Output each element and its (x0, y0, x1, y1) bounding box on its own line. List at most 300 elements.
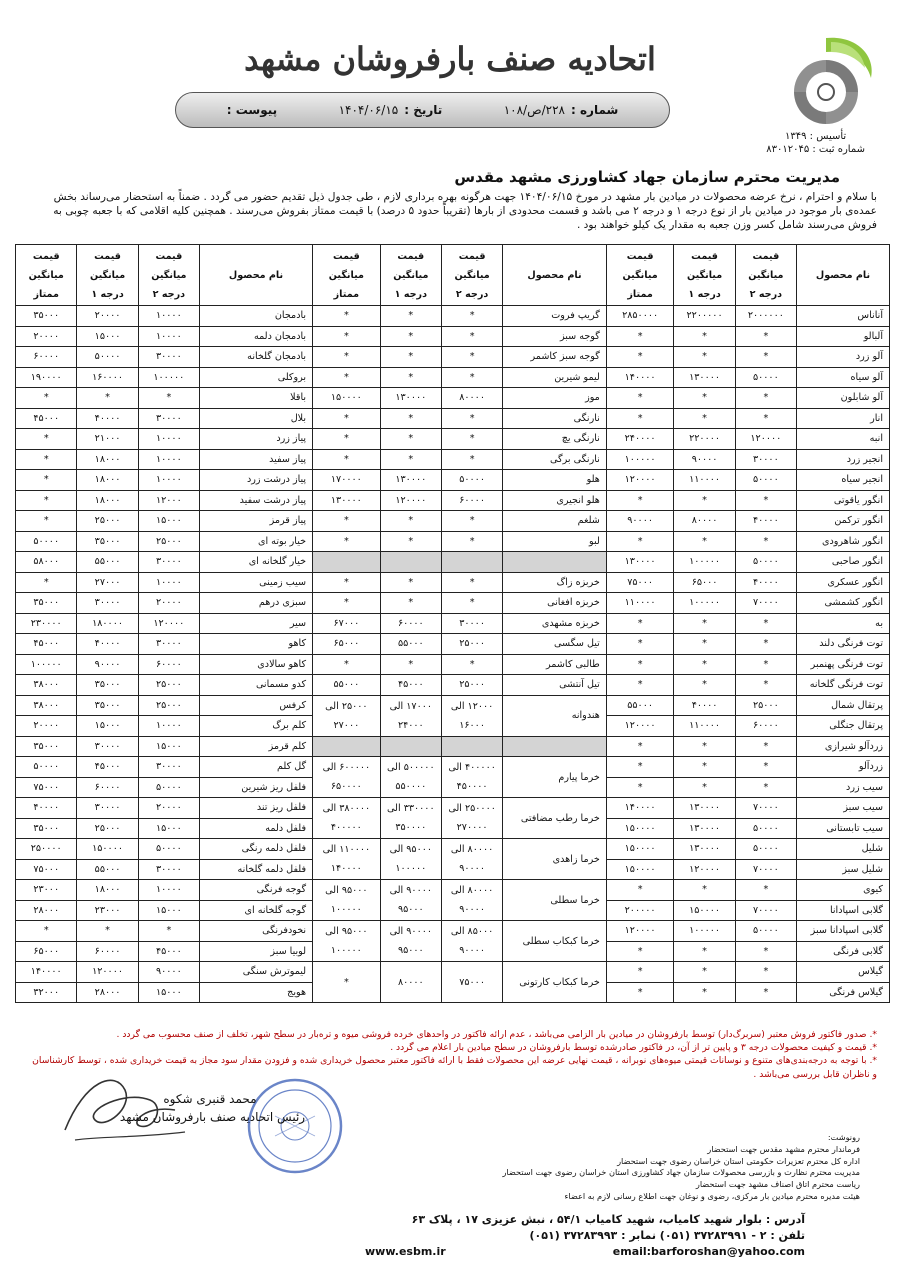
price-cell: ۴۰۰۰۰ (77, 408, 138, 429)
product-name-cell: بادمجان دلمه (199, 326, 312, 347)
product-name-cell: گل کلم (199, 757, 312, 778)
product-name-cell: گوجه فرنگی (199, 880, 312, 901)
price-cell: ۱۲۰۰۰ الی ۱۶۰۰۰ (441, 695, 502, 736)
price-cell: ۸۰۰۰۰ الی ۹۰۰۰۰ (441, 880, 502, 921)
product-name-cell (503, 552, 607, 573)
price-cell: * (606, 982, 674, 1003)
price-cell: ۲۵۰۰۰ (77, 511, 138, 532)
product-name-cell: کرفس (199, 695, 312, 716)
product-name-cell: پیاز درشت زرد (199, 470, 312, 491)
price-cell: ۳۸۰۰۰ (16, 695, 77, 716)
price-cell: ۷۰۰۰۰ (735, 900, 796, 921)
price-cell: * (735, 982, 796, 1003)
product-name-cell: انگور عسکری (797, 572, 890, 593)
table-row (16, 388, 890, 409)
price-cell: ۴۰۰۰۰ (77, 634, 138, 655)
price-cell: ۳۵۰۰۰ (77, 695, 138, 716)
table-row (16, 449, 890, 470)
product-name-cell: سیر (199, 613, 312, 634)
product-name-cell: هلو (503, 470, 607, 491)
price-cell: ۱۰۰۰۰۰ (674, 552, 735, 573)
product-name-cell: باقلا (199, 388, 312, 409)
price-cell: ۱۰۰۰۰۰ (674, 921, 735, 942)
cc-line: هیئت مدیره محترم میادین بار مرکزی، رضوی و نوغان جهت اطلاع رسانی لازم به اعضاء (564, 1190, 860, 1201)
price-cell: * (313, 367, 381, 388)
price-cell: * (441, 367, 502, 388)
price-cell: * (441, 511, 502, 532)
price-cell: * (441, 654, 502, 675)
letter-number: شماره :۲۲۸/ص/۱۰۸ (503, 103, 619, 117)
note-1: *. صدور فاکتور فروش معتبر (سربرگ‌دار) توسط بارفروشان در میادین بار الزامی می‌باشد ، عدم ارائه فاکتور در واحدهای خرده فروشی میوه و تره‌بار در سطح شهر، تخلف از صنف محسوب می گردد . (116, 1029, 877, 1040)
price-cell: ۱۰۰۰۰ (138, 306, 199, 327)
price-cell: ۲۲۰۰۰۰۰ (674, 306, 735, 327)
table-row (16, 572, 890, 593)
price-cell: ۱۰۰۰۰ (138, 326, 199, 347)
price-cell: * (735, 941, 796, 962)
price-cell: ۲۲۰۰۰۰ (674, 429, 735, 450)
price-cell: * (735, 408, 796, 429)
product-name-cell: انار (797, 408, 890, 429)
price-cell: ۳۰۰۰۰ (441, 613, 502, 634)
price-cell: ۱۲۰۰۰۰ (77, 962, 138, 983)
price-cell: * (606, 757, 674, 778)
price-cell: ۱۰۰۰۰ (138, 470, 199, 491)
price-cell: * (313, 593, 381, 614)
price-cell: ۷۵۰۰۰ (16, 777, 77, 798)
price-cell: * (380, 347, 441, 368)
product-name-cell: خرما رطب مضافتی (503, 798, 607, 839)
price-cell: ۵۵۰۰۰ (380, 634, 441, 655)
price-cell: ۵۵۰۰۰ (77, 859, 138, 880)
product-name-cell: خربزه افغانی (503, 593, 607, 614)
cc-line: فرماندار محترم مشهد مقدس جهت استحضار (707, 1143, 860, 1154)
price-cell: ۱۰۰۰۰۰ (606, 449, 674, 470)
price-cell: * (606, 880, 674, 901)
price-cell: ۱۵۰۰۰ (138, 982, 199, 1003)
price-cell: ۳۵۰۰۰ (77, 675, 138, 696)
product-name-cell: شلغم (503, 511, 607, 532)
price-cell: ۲۳۰۰۰ (77, 900, 138, 921)
price-cell: ۵۰۰۰۰ (735, 552, 796, 573)
price-cell: ۹۵۰۰۰ الی ۱۰۰۰۰۰ (313, 880, 381, 921)
price-cell: ۲۸۰۰۰ (16, 900, 77, 921)
product-name-cell: بروکلی (199, 367, 312, 388)
table-row (16, 634, 890, 655)
price-cell: ۵۰۰۰۰۰ الی ۵۵۰۰۰۰ (380, 757, 441, 798)
price-cell: ۷۰۰۰۰ (735, 593, 796, 614)
cc-line: ریاست محترم اتاق اصناف مشهد جهت استحضار (695, 1179, 860, 1190)
price-cell: * (313, 408, 381, 429)
price-cell: * (380, 306, 441, 327)
official-stamp-icon (245, 1076, 345, 1176)
table-row (16, 470, 890, 491)
price-cell: ۳۵۰۰۰ (16, 306, 77, 327)
price-cell: ۳۵۰۰۰ (77, 531, 138, 552)
product-name-cell: سبزی درهم (199, 593, 312, 614)
price-cell: * (441, 449, 502, 470)
header-premium: قیمت میانگین ممتاز (313, 245, 381, 306)
price-cell: ۱۱۰۰۰۰ (674, 716, 735, 737)
product-name-cell (503, 736, 607, 757)
price-cell: * (380, 367, 441, 388)
price-cell: * (441, 531, 502, 552)
price-cell: ۳۰۰۰۰ (138, 408, 199, 429)
price-cell: ۱۳۰۰۰۰ (380, 388, 441, 409)
price-cell: * (441, 593, 502, 614)
price-cell (380, 552, 441, 573)
price-cell: ۲۳۰۰۰ (16, 880, 77, 901)
table-row (16, 593, 890, 614)
price-cell: ۲۷۰۰۰ (77, 572, 138, 593)
product-name-cell: طالبی کاشمر (503, 654, 607, 675)
product-name-cell: خربزه زاگ (503, 572, 607, 593)
price-cell: ۱۲۰۰۰۰ (606, 470, 674, 491)
letter-date: تاریخ :۱۴۰۴/۰۶/۱۵ (338, 103, 443, 117)
price-cell: * (441, 306, 502, 327)
price-cell: * (380, 572, 441, 593)
price-cell: ۱۲۰۰۰ (138, 490, 199, 511)
product-name-cell: گلابی اسپادانا سبز (797, 921, 890, 942)
price-cell: ۲۰۰۰۰ (16, 716, 77, 737)
price-cell: ۱۳۰۰۰۰ (606, 552, 674, 573)
price-cell: ۵۰۰۰۰ (735, 367, 796, 388)
price-cell: ۱۵۰۰۰ (77, 716, 138, 737)
price-cell: ۱۵۰۰۰ (77, 326, 138, 347)
price-cell: * (16, 921, 77, 942)
price-cell: ۶۵۰۰۰ (313, 634, 381, 655)
price-cell: ۲۵۰۰۰ (77, 818, 138, 839)
product-name-cell: سیب زمینی (199, 572, 312, 593)
price-cell: ۹۰۰۰۰ (77, 654, 138, 675)
product-name-cell: فلفل ریز شیرین (199, 777, 312, 798)
price-cell: ۲۵۰۰۰۰ (16, 839, 77, 860)
product-name-cell: گیلاس فرنگی (797, 982, 890, 1003)
product-name-cell: آلو سیاه (797, 367, 890, 388)
header-grade1: قیمت میانگین درجه ۱ (77, 245, 138, 306)
price-cell: * (606, 654, 674, 675)
product-name-cell: کلم برگ (199, 716, 312, 737)
product-name-cell: انگور ترکمن (797, 511, 890, 532)
price-cell: ۱۰۰۰۰ (138, 880, 199, 901)
price-cell: * (606, 531, 674, 552)
product-name-cell: توت فرنگی پهنمبر (797, 654, 890, 675)
price-cell: ۴۵۰۰۰ (77, 757, 138, 778)
product-name-cell: خیار گلخانه ای (199, 552, 312, 573)
product-name-cell: هندوانه (503, 695, 607, 736)
price-cell: * (380, 408, 441, 429)
price-cell: ۲۰۰۰۰۰۰ (735, 306, 796, 327)
price-cell: * (77, 921, 138, 942)
price-cell: ۱۵۰۰۰۰ (313, 388, 381, 409)
price-cell: ۴۰۰۰۰ (16, 798, 77, 819)
price-cell: ۹۰۰۰۰ (674, 449, 735, 470)
establishment-info: تأسیس : ۱۳۴۹ شماره ثبت : ۸۳۰۱۲۰۴۵ (766, 131, 865, 155)
price-cell: ۱۰۰۰۰ (138, 429, 199, 450)
price-cell: * (674, 736, 735, 757)
price-cell: ۱۹۰۰۰۰ (16, 367, 77, 388)
price-cell: * (441, 429, 502, 450)
product-name-cell: آلو شابلون (797, 388, 890, 409)
price-cell: ۱۵۰۰۰۰ (606, 839, 674, 860)
price-cell: ۱۸۰۰۰ (77, 449, 138, 470)
price-cell: ۶۰۰۰۰ (735, 716, 796, 737)
price-cell (441, 736, 502, 757)
price-cell: * (735, 326, 796, 347)
price-cell: ۴۵۰۰۰ (16, 634, 77, 655)
price-cell: * (313, 429, 381, 450)
price-cell: * (674, 490, 735, 511)
price-cell: ۱۳۰۰۰۰ (313, 490, 381, 511)
product-name-cell: خرما کبکاب کارتونی (503, 962, 607, 1003)
price-cell: * (606, 613, 674, 634)
table-row (16, 839, 890, 860)
price-cell: ۱۵۰۰۰ (138, 818, 199, 839)
price-cell: * (16, 572, 77, 593)
price-cell: ۱۵۰۰۰ (138, 736, 199, 757)
price-cell: * (380, 654, 441, 675)
price-cell: ۶۰۰۰۰۰ الی ۶۵۰۰۰۰ (313, 757, 381, 798)
price-cell: * (674, 654, 735, 675)
product-name-cell: پرتقال جنگلی (797, 716, 890, 737)
footer-website-link[interactable]: www.esbm.ir (365, 1245, 446, 1258)
product-name-cell: تیل آنتشی (503, 675, 607, 696)
price-cell: * (441, 572, 502, 593)
price-cell: * (380, 429, 441, 450)
price-cell: ۹۰۰۰۰ (138, 962, 199, 983)
price-cell: * (735, 880, 796, 901)
price-cell: * (313, 449, 381, 470)
price-cell: ۲۵۰۰۰ (138, 675, 199, 696)
price-cell: ۵۰۰۰۰ (735, 818, 796, 839)
product-name-cell: نارنگی یچ (503, 429, 607, 450)
price-cell: ۸۰۰۰۰ (674, 511, 735, 532)
price-cell: ۵۰۰۰۰ (138, 839, 199, 860)
price-cell: * (606, 675, 674, 696)
price-cell: ۵۵۰۰۰ (313, 675, 381, 696)
price-cell: ۱۵۰۰۰۰ (606, 818, 674, 839)
price-cell: ۱۰۰۰۰ (138, 572, 199, 593)
price-cell: * (606, 326, 674, 347)
product-name-cell: تیل سگسی (503, 634, 607, 655)
price-cell: ۶۰۰۰۰ (16, 347, 77, 368)
price-cell: ۶۰۰۰۰ (77, 777, 138, 798)
product-name-cell: پرتقال شمال (797, 695, 890, 716)
product-name-cell: نارنگی برگی (503, 449, 607, 470)
price-cell: ۲۵۰۰۰ (441, 675, 502, 696)
price-cell: ۳۰۰۰۰ (735, 449, 796, 470)
price-cell: ۱۲۰۰۰۰ (674, 859, 735, 880)
price-cell: ۲۸۵۰۰۰۰ (606, 306, 674, 327)
footer-phone: تلفن : ۲ - ۳۷۲۸۳۹۹۱ (۰۵۱) نمابر : ۳۷۲۸۳۹۹۳ (۰۵۱) (529, 1229, 805, 1242)
price-cell: * (16, 511, 77, 532)
header-premium: قیمت میانگین ممتاز (16, 245, 77, 306)
union-logo-icon (771, 30, 881, 140)
price-cell: * (313, 326, 381, 347)
product-name-cell: انبه (797, 429, 890, 450)
price-cell: ۱۳۰۰۰۰ (674, 839, 735, 860)
price-cell: ۵۰۰۰۰ (735, 921, 796, 942)
addressee: مدیریت محترم سازمان جهاد کشاورزی مشهد مقدس (454, 168, 840, 186)
price-cell: ۸۰۰۰۰ (441, 388, 502, 409)
price-cell: ۱۰۰۰۰ (138, 716, 199, 737)
price-cell: ۶۰۰۰۰ (441, 490, 502, 511)
price-cell: ۳۰۰۰۰ (138, 634, 199, 655)
price-cell: ۱۸۰۰۰ (77, 880, 138, 901)
price-cell: ۲۰۰۰۰ (77, 306, 138, 327)
header-grade2: قیمت میانگین درجه ۲ (138, 245, 199, 306)
product-name-cell: انجیر زرد (797, 449, 890, 470)
price-cell: * (606, 490, 674, 511)
price-cell: * (674, 880, 735, 901)
price-cell: ۴۵۰۰۰ (16, 408, 77, 429)
price-cell: ۱۰۰۰۰ (138, 449, 199, 470)
price-cell: ۶۰۰۰۰ (138, 654, 199, 675)
product-name-cell: لبو (503, 531, 607, 552)
table-row (16, 306, 890, 327)
table-row (16, 511, 890, 532)
price-cell: * (16, 470, 77, 491)
price-cell: * (735, 634, 796, 655)
price-cell: ۱۲۰۰۰۰ (380, 490, 441, 511)
price-cell: ۲۱۰۰۰ (77, 429, 138, 450)
cc-line: اداره کل محترم تعزیرات حکومتی استان خراسان رضوی جهت استحضار (617, 1155, 860, 1166)
price-cell: ۱۵۰۰۰۰ (77, 839, 138, 860)
price-cell: ۵۰۰۰۰ (138, 777, 199, 798)
price-cell: * (606, 962, 674, 983)
price-cell: ۷۰۰۰۰ (735, 798, 796, 819)
product-name-cell: نخودفرنگی (199, 921, 312, 942)
price-cell: ۱۰۰۰۰۰ (16, 654, 77, 675)
price-cell: * (674, 347, 735, 368)
price-cell: * (674, 941, 735, 962)
product-name-cell: گیلاس (797, 962, 890, 983)
footer-email-link[interactable]: email:barforoshan@yahoo.com (612, 1245, 805, 1258)
price-cell: ۲۰۰۰۰ (138, 593, 199, 614)
price-cell: * (138, 921, 199, 942)
price-cell: ۵۵۰۰۰ (606, 695, 674, 716)
price-cell: * (735, 347, 796, 368)
price-cell: ۲۵۰۰۰۰ الی ۲۷۰۰۰۰ (441, 798, 502, 839)
price-cell: * (606, 388, 674, 409)
product-name-cell: به (797, 613, 890, 634)
price-cell: * (674, 634, 735, 655)
price-cell: ۵۰۰۰۰ (77, 347, 138, 368)
product-name-cell: خرما سطلی (503, 880, 607, 921)
price-cell: * (380, 531, 441, 552)
price-table-body (16, 306, 890, 1003)
footer (365, 1212, 805, 1260)
price-cell: ۲۳۰۰۰۰ (16, 613, 77, 634)
table-row (16, 757, 890, 778)
product-name-cell: بلال (199, 408, 312, 429)
price-cell: ۱۱۰۰۰۰ (674, 470, 735, 491)
product-name-cell: فلفل دلمه رنگی (199, 839, 312, 860)
product-name-cell: گوجه سبز (503, 326, 607, 347)
product-name-cell: هلو انجیری (503, 490, 607, 511)
price-cell: * (16, 388, 77, 409)
header-premium: قیمت میانگین ممتاز (606, 245, 674, 306)
price-cell: ۲۴۰۰۰۰ (606, 429, 674, 450)
price-cell: * (313, 654, 381, 675)
price-cell: * (606, 347, 674, 368)
product-name-cell: سیب زرد (797, 777, 890, 798)
price-cell (380, 736, 441, 757)
price-cell: ۵۰۰۰۰ (16, 531, 77, 552)
price-cell: ۳۵۰۰۰ (16, 593, 77, 614)
price-cell: ۴۰۰۰۰ (735, 572, 796, 593)
product-name-cell: توت فرنگی دلند (797, 634, 890, 655)
price-cell: ۳۳۰۰۰۰ الی ۳۵۰۰۰۰ (380, 798, 441, 839)
price-cell: ۶۰۰۰۰ (77, 941, 138, 962)
product-name-cell: پیاز سفید (199, 449, 312, 470)
price-cell: ۵۰۰۰۰ (441, 470, 502, 491)
price-cell: * (380, 593, 441, 614)
header-grade1: قیمت میانگین درجه ۱ (674, 245, 735, 306)
price-cell: * (735, 757, 796, 778)
table-header-row (16, 245, 890, 306)
price-cell: ۲۰۰۰۰ (138, 798, 199, 819)
price-cell: ۱۲۰۰۰۰ (735, 429, 796, 450)
table-row (16, 736, 890, 757)
product-name-cell: کاهو (199, 634, 312, 655)
table-row (16, 798, 890, 819)
price-cell: * (441, 326, 502, 347)
table-row (16, 675, 890, 696)
price-cell: * (735, 613, 796, 634)
price-cell: ۱۳۰۰۰۰ (674, 818, 735, 839)
note-3: *. با توجه به درجه‌بندی‌های متنوع و نوسانات قیمتی میوه‌های نوبرانه ، قیمت نهایی عرضه این محصولات فقط با ارائه فاکتور معتبر محصول خریداری شده و فزودن مقدار سود مجاز به قیمت خریداری شده ، توسط کارشناسان و ناظران قابل بررسی می‌باشد . (32, 1055, 877, 1080)
product-name-cell: خرما کبکاب سطلی (503, 921, 607, 962)
product-name-cell: زردآلو (797, 757, 890, 778)
price-cell: ۷۵۰۰۰ (16, 859, 77, 880)
price-cell: ۲۵۰۰۰ الی ۲۷۰۰۰ (313, 695, 381, 736)
price-cell: ۱۴۰۰۰۰ (606, 367, 674, 388)
price-cell: ۶۵۰۰۰ (674, 572, 735, 593)
price-cell: ۹۰۰۰۰ الی ۹۵۰۰۰ (380, 921, 441, 962)
price-cell: * (313, 306, 381, 327)
price-cell: * (735, 490, 796, 511)
price-cell: ۱۳۰۰۰۰ (674, 367, 735, 388)
price-cell: * (674, 675, 735, 696)
note-2: *. قیمت و کیفیت محصولات درجه ۳ و پایین تر از آن، در فاکتور صادرشده توسط بارفروشان در سطح میادین بار اعلام می گردد . (390, 1042, 877, 1054)
price-cell: ۱۵۰۰۰ (138, 511, 199, 532)
letter-body: با سلام و احترام ، نرخ عرضه محصولات در میادین بار مشهد در مورخ ۱۴۰۴/۰۶/۱۵ جهت هرگونه بهره برداری لازم ، طی جدول ذیل تقدیم حضور می گردد . ضمناً به استحضار می‌رساند بخش عمده‌ی بار موجود در میادین بار از نوع درجه ۱ و درجه ۲ می باشد و قسمت محدودی از بارها (تقریباً حدود ۵ درصد) با قیمت ممتاز بفروش می‌رسند . همچنین کلیه اقلامی که با جعبه چوبی به فروش می‌رسند شامل کسر وزن جعبه به مقدار یک کیلو خواهند بود . (53, 191, 877, 231)
price-cell: ۶۰۰۰۰ (380, 613, 441, 634)
price-cell: ۲۸۰۰۰ (77, 982, 138, 1003)
table-row (16, 347, 890, 368)
price-cell: * (735, 654, 796, 675)
price-cell: ۲۵۰۰۰ (735, 695, 796, 716)
product-name-cell: گلابی فرنگی (797, 941, 890, 962)
table-row (16, 367, 890, 388)
price-cell: * (313, 347, 381, 368)
price-cell: ۳۰۰۰۰ (138, 757, 199, 778)
product-name-cell: فلفل ریز تند (199, 798, 312, 819)
product-name-cell: شلیل سبز (797, 859, 890, 880)
cc-line: مدیریت محترم نظارت و بازرسی محصولات سازمان جهاد کشاورزی استان خراسان رضوی جهت استحضار (502, 1167, 860, 1178)
price-cell: ۱۰۰۰۰۰ (138, 367, 199, 388)
product-name-cell: گریپ فروت (503, 306, 607, 327)
price-cell: ۳۸۰۰۰ (16, 675, 77, 696)
header-grade1: قیمت میانگین درجه ۱ (380, 245, 441, 306)
price-cell: ۷۰۰۰۰ (735, 859, 796, 880)
price-cell: ۹۰۰۰۰ (606, 511, 674, 532)
price-cell: ۱۴۰۰۰۰ (16, 962, 77, 983)
price-cell: * (380, 511, 441, 532)
table-row (16, 654, 890, 675)
price-cell: ۶۵۰۰۰ (16, 941, 77, 962)
price-cell: ۸۰۰۰۰ (380, 962, 441, 1003)
